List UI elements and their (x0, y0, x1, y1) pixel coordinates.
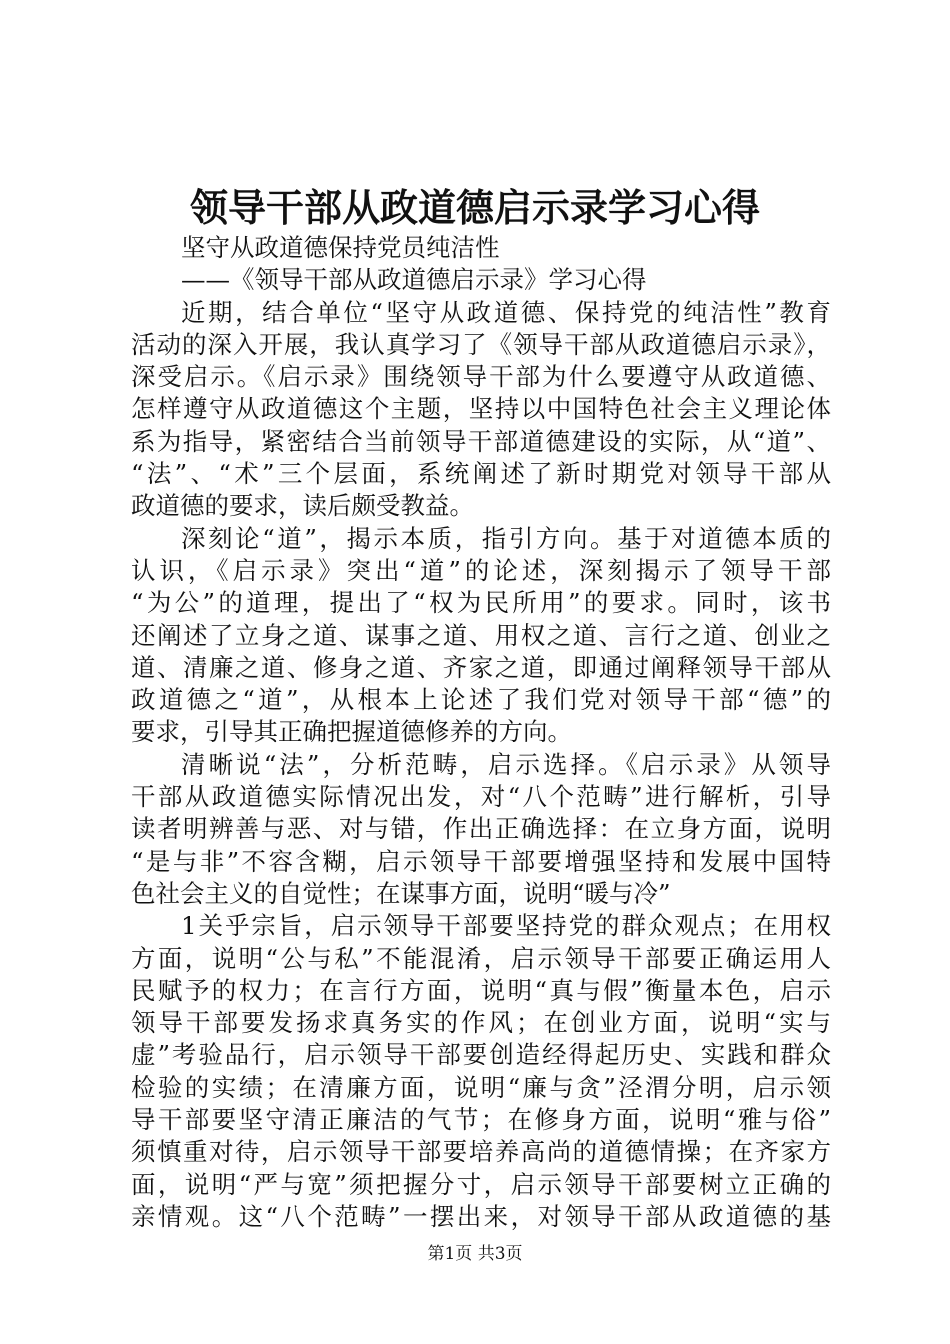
text-line: 政道德之“道”，从根本上论述了我们党对领导干部“德”的 (131, 685, 831, 715)
text-line: 面，说明“严与宽”须把握分寸，启示领导干部要树立正确的 (131, 1169, 831, 1199)
text-line: 近期，结合单位“坚守从政道德、保持党的纯洁性”教育 (181, 297, 831, 327)
text-line: 怎样遵守从政道德这个主题，坚持以中国特色社会主义理论体 (131, 394, 831, 424)
text-line: 导干部要坚守清正廉洁的气节；在修身方面，说明“雅与俗” (131, 1105, 831, 1135)
text-line: 读者明辨善与恶、对与错，作出正确选择：在立身方面，说明 (131, 814, 831, 844)
text-line: 干部从政道德实际情况出发，对“八个范畴”进行解析，引导 (131, 782, 831, 812)
text-line: 道、清廉之道、修身之道、齐家之道，即通过阐释领导干部从 (131, 652, 831, 682)
text-line: 坚守从政道德保持党员纯洁性 (181, 233, 500, 262)
text-line: 检验的实绩；在清廉方面，说明“廉与贪”泾渭分明，启示领 (131, 1072, 831, 1102)
text-line: 系为指导，紧密结合当前领导干部道德建设的实际，从“道”、 (131, 426, 831, 456)
text-line: 认识，《启示录》突出“道”的论述，深刻揭示了领导干部 (131, 555, 831, 585)
text-line: 须慎重对待，启示领导干部要培养高尚的道德情操；在齐家方 (131, 1137, 831, 1167)
text-line: 活动的深入开展，我认真学习了《领导干部从政道德启示录》， (131, 329, 831, 359)
text-line: ——《领导干部从政道德启示录》学习心得 (181, 265, 647, 295)
text-line: 1关乎宗旨，启示领导干部要坚持党的群众观点；在用权 (181, 911, 831, 941)
page-footer: 第1页 共3页 (427, 1244, 523, 1264)
text-line: 色社会主义的自觉性；在谋事方面，说明“暖与冷” (131, 878, 671, 908)
text-line: 虚”考验品行，启示领导干部要创造经得起历史、实践和群众 (131, 1040, 831, 1070)
text-line: 政道德的要求，读后颇受教益。 (131, 491, 474, 521)
text-line: 还阐述了立身之道、谋事之道、用权之道、言行之道、创业之 (131, 620, 831, 650)
text-line: 领导干部要发扬求真务实的作风；在创业方面，说明“实与 (131, 1008, 831, 1038)
text-line: “法”、“术”三个层面，系统阐述了新时期党对领导干部从 (131, 459, 831, 489)
text-line: “为公”的道理，提出了“权为民所用”的要求。同时，该书 (131, 588, 831, 618)
text-line: 清晰说“法”，分析范畴，启示选择。《启示录》从领导 (181, 749, 831, 779)
text-line: 方面，说明“公与私”不能混淆，启示领导干部要正确运用人 (131, 943, 831, 973)
document-title: 领导干部从政道德启示录学习心得 (189, 185, 760, 230)
text-line: “是与非”不容含糊，启示领导干部要增强坚持和发展中国特 (131, 846, 831, 876)
text-line: 要求，引导其正确把握道德修养的方向。 (131, 717, 572, 747)
text-line: 亲情观。这“八个范畴”一摆出来，对领导干部从政道德的基 (131, 1201, 831, 1231)
text-line: 民赋予的权力；在言行方面，说明“真与假”衡量本色，启示 (131, 975, 831, 1005)
text-line: 深刻论“道”，揭示本质，指引方向。基于对道德本质的 (181, 523, 831, 553)
document-body (131, 232, 831, 1233)
text-line: 深受启示。《启示录》围绕领导干部为什么要遵守从政道德、 (131, 362, 831, 392)
